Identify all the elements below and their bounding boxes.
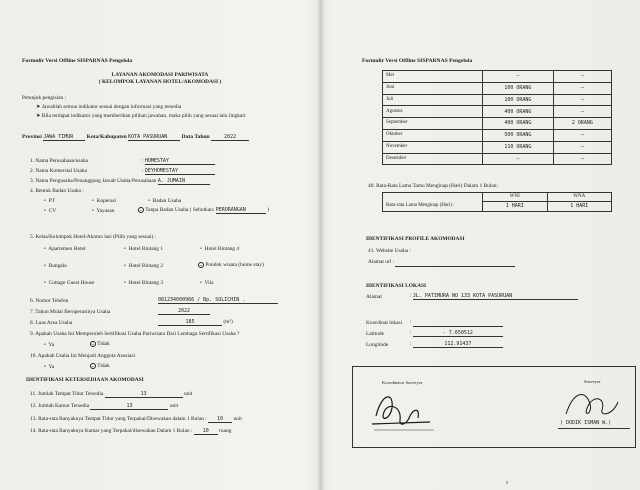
latitude-row: : - 7.650512 <box>410 330 503 337</box>
q4-cv[interactable]: • CV <box>44 208 57 214</box>
q9-tidak[interactable]: • Tidak <box>90 341 110 348</box>
q4-tanpa[interactable]: • Tanpa Badan Usaha ( Sebutkan: PERORANGAN ) <box>138 207 269 214</box>
q8-value[interactable]: 185 <box>158 319 222 326</box>
q5-bungalo[interactable]: • Bungalo <box>44 263 67 269</box>
section-ketersediaan: IDENTIFIKASI KETERSEDIAAN AKOMODASI <box>26 377 144 383</box>
section-profile: IDENTIFIKASI PROFILE AKOMODASI <box>366 236 465 242</box>
petunjuk-bullet-1: ➤ Jawablah semua indikator sesuai dengan informasi yang tersedia <box>36 104 182 110</box>
monthly-guests-table <box>382 70 612 165</box>
selected-circle-icon: • <box>90 341 96 347</box>
q4-pt[interactable]: • PT <box>44 198 55 204</box>
q5-bintang4[interactable]: • Hotel Bintang 4 <box>200 246 240 252</box>
q4-label: 4. Bentuk Badan Usaha : <box>30 188 84 194</box>
selected-circle-icon: • <box>138 207 144 213</box>
q2-label: 2. Nama Komersial Usaha <box>30 168 87 174</box>
q14-value[interactable]: 10 <box>194 428 218 435</box>
page-number: 5 <box>506 480 509 485</box>
lama-menginap-table <box>382 192 612 212</box>
selected-circle-icon: • <box>90 363 96 369</box>
q40-label: 40. Rata-Rata Lama Tamu Menginap (Hari) Dalam 1 Bulan: <box>368 183 498 189</box>
latitude-label: Latitude <box>366 331 384 337</box>
longitude-value[interactable]: 112.91437 <box>413 341 503 348</box>
q11-value[interactable]: 13 <box>105 391 183 398</box>
q1-value[interactable]: HOMESTAY <box>145 158 215 165</box>
month-row <box>383 141 612 153</box>
q12-row: 12. Jumlah Kamar Tersedia 13 unit <box>30 403 179 409</box>
q3-value[interactable]: A. JUMAIN <box>158 178 210 185</box>
q5-cottage[interactable]: • Cottage Guest House <box>44 280 95 286</box>
koordinat-field[interactable] <box>413 319 503 327</box>
q8-label: 8. Luas Area Usaha <box>30 320 73 326</box>
wna-header: WNA <box>547 193 612 202</box>
month-name: Juni <box>383 82 483 94</box>
heading-layanan: LAYANAN AKOMODASI PARIWISATA <box>111 72 209 78</box>
q7-label: 7. Tahun Mulai Beroperasinya Usaha <box>30 309 111 315</box>
month-value[interactable]: 500 ORANG <box>483 129 554 141</box>
tahun-value[interactable]: 2022 <box>211 134 249 141</box>
q4-yayasan[interactable]: • Yayasan <box>92 208 115 214</box>
q10-tidak[interactable]: • Tidak <box>90 363 110 370</box>
month-extra-value[interactable]: – <box>553 94 611 106</box>
month-value[interactable]: 110 ORANG <box>483 141 554 153</box>
q13-row: 13. Rata-rata Banyaknya Tempat Tidur yang Terpakai/Disewakan dalam 1 Bulan : 10 unit <box>30 416 242 422</box>
month-name: Juli <box>383 94 483 106</box>
wna-value[interactable]: 1 HARI <box>547 202 612 211</box>
month-value[interactable]: 400 ORANG <box>483 118 554 130</box>
month-row <box>383 82 612 94</box>
month-row <box>383 94 612 106</box>
month-name: November <box>383 141 483 153</box>
koordinator-label: Koordinator Surveyor <box>382 380 423 385</box>
month-row <box>383 153 612 165</box>
section-lokasi: IDENTIFIKASI LOKASI <box>366 283 427 289</box>
provinsi-row: Provinsi JAWA TIMUR Kota/Kabupaten KOTA PASURUAN Data Tahun 2022 <box>22 134 249 141</box>
q5-bintang3[interactable]: • Hotel Bintang 3 <box>124 280 164 286</box>
q4-koperasi[interactable]: • Koperasi <box>92 198 117 204</box>
alamat-value[interactable]: JL. PATIMURA NO 133 KOTA PASURUAN <box>413 293 578 300</box>
q10-label: 10. Apakah Usaha Ini Menjadi Anggota Asosiasi <box>30 353 135 359</box>
heading-kelompok: ( KELOMPOK LAYANAN HOTEL/AKOMODASI ) <box>98 79 222 85</box>
month-name: September <box>383 118 483 130</box>
month-extra-value[interactable]: – <box>553 106 611 118</box>
q11-row: 11. Jumlah Tempat Tidur Tersedia 13 unit <box>30 391 193 397</box>
q10-ya[interactable]: • Ya <box>44 364 55 370</box>
arrow-icon: ➤ <box>36 104 42 110</box>
month-name: Mei <box>383 71 483 83</box>
q2-row: : DEYHOMESTAY <box>142 168 215 175</box>
q5-bintang2[interactable]: • Hotel Bintang 2 <box>124 263 164 269</box>
month-value[interactable]: – <box>483 153 554 165</box>
koordinat-label: Koordinat lokasi <box>366 320 403 326</box>
alamat-url-field[interactable] <box>395 259 515 267</box>
alamat-label: Alamat <box>366 294 382 300</box>
selected-circle-icon: • <box>198 262 204 268</box>
q3-row: 3. Nama Pengusaha/Penanggung Jawab Usaha/Perusahaan A. JUMAIN <box>30 178 210 185</box>
q7-value[interactable]: 2022 <box>158 308 210 315</box>
koordinat-row: : <box>410 319 503 327</box>
right-page <box>322 0 640 490</box>
month-value[interactable]: 400 ORANG <box>483 106 554 118</box>
month-extra-value[interactable]: – <box>553 129 611 141</box>
q6-value[interactable]: 081234000966 / Bp. SOLICHIN . <box>158 297 278 304</box>
left-form-title: Formulir Versi Offline SISPARNAS Pengelola <box>22 58 133 64</box>
wni-header: WNI <box>483 193 548 202</box>
q5-apartemen[interactable]: • Apartemen Hotel <box>44 246 86 252</box>
q4-tanpa-value[interactable]: PERORANGAN <box>216 207 266 214</box>
longitude-label: Longitude <box>366 342 389 348</box>
petunjuk-label: Petunjuk pengisian : <box>22 95 67 101</box>
month-extra-value[interactable]: – <box>553 82 611 94</box>
surveyor-name-line <box>558 428 630 429</box>
provinsi-value[interactable]: JAWA TIMUR <box>43 134 85 141</box>
q6-label: 6. Nomor Telefon <box>30 298 69 304</box>
wni-value[interactable]: 1 HARI <box>483 202 548 211</box>
arrow-icon: ➤ <box>36 113 42 119</box>
q5-pondok[interactable]: • Pondok wisata (home stay) <box>198 262 264 269</box>
q7-row <box>158 308 210 315</box>
month-extra-value[interactable]: 2 ORANG <box>553 118 611 130</box>
month-value[interactable]: – <box>483 71 554 83</box>
q12-value[interactable]: 13 <box>90 403 168 410</box>
month-row <box>383 71 612 83</box>
alamat-row: : JL. PATIMURA NO 133 KOTA PASURUAN <box>410 293 578 300</box>
longitude-row: : 112.91437 <box>410 341 503 348</box>
q6-row <box>158 297 278 304</box>
month-value[interactable]: 100 ORANG <box>483 82 554 94</box>
month-extra-value[interactable]: – <box>553 141 611 153</box>
month-extra-value[interactable]: – <box>553 71 611 83</box>
alamat-url-row: Alamat url : <box>368 259 515 267</box>
q1-label: 1. Nama Perusahaan/usaha <box>30 158 88 164</box>
month-value[interactable]: 100 ORANG <box>483 94 554 106</box>
kota-value[interactable]: KOTA PASURUAN <box>128 134 180 141</box>
month-extra-value[interactable]: – <box>553 153 611 165</box>
month-name: Agustus <box>383 106 483 118</box>
q9-ya[interactable]: • Ya <box>44 342 55 348</box>
q14-row: 14. Rata-rata Banyaknya Kamar yang Terpakai/disewakan Dalam 1 Bulan : 10 ruang <box>30 428 232 434</box>
month-name: Oktober <box>383 129 483 141</box>
q1-row: : HOMESTAY <box>142 158 215 165</box>
month-name: Desember <box>383 153 483 165</box>
q41-label: 41. Website Usaha : <box>368 248 411 254</box>
q5-vila[interactable]: • Vila <box>200 280 214 286</box>
q4-badan[interactable]: • Badan Usaha <box>148 198 182 204</box>
q8-row: 185 (m²) <box>158 319 233 326</box>
surveyor-name: ( DODIK ISMAN W.) <box>560 420 612 426</box>
month-row <box>383 106 612 118</box>
petunjuk-bullet-2: ➤ Bila terdapat indikator yang memberikan pilihan jawaban, maka pilih yang sesuai lalu lingkari <box>36 113 246 119</box>
surveyor-label: Surveyor <box>584 379 601 384</box>
month-row <box>383 129 612 141</box>
q5-label: 5. Kelas/Kelompok Hotel/Akomo lasi (Pilih yang sesuai) : <box>30 234 157 240</box>
right-form-title: Formulir Versi Offline SISPARNAS Pengelola <box>362 58 473 64</box>
month-row <box>383 118 612 130</box>
rata-row-label: Rata-rata Lama Menginap (Hari) : <box>383 202 483 211</box>
q5-bintang1[interactable]: • Hotel Bintang 1 <box>124 246 164 252</box>
rata-empty-cell <box>383 193 483 202</box>
q2-value[interactable]: DEYHOMESTAY <box>145 168 215 175</box>
koordinator-signature <box>368 386 438 434</box>
q13-value[interactable]: 10 <box>208 416 232 423</box>
q9-label: 9. Apakah Usaha Ini Memperoleh Sertifikasi Usaha Pariwisata Dari Lembaga Sertifikasi Usaha ? <box>30 331 240 337</box>
latitude-value[interactable]: - 7.650512 <box>413 330 503 337</box>
